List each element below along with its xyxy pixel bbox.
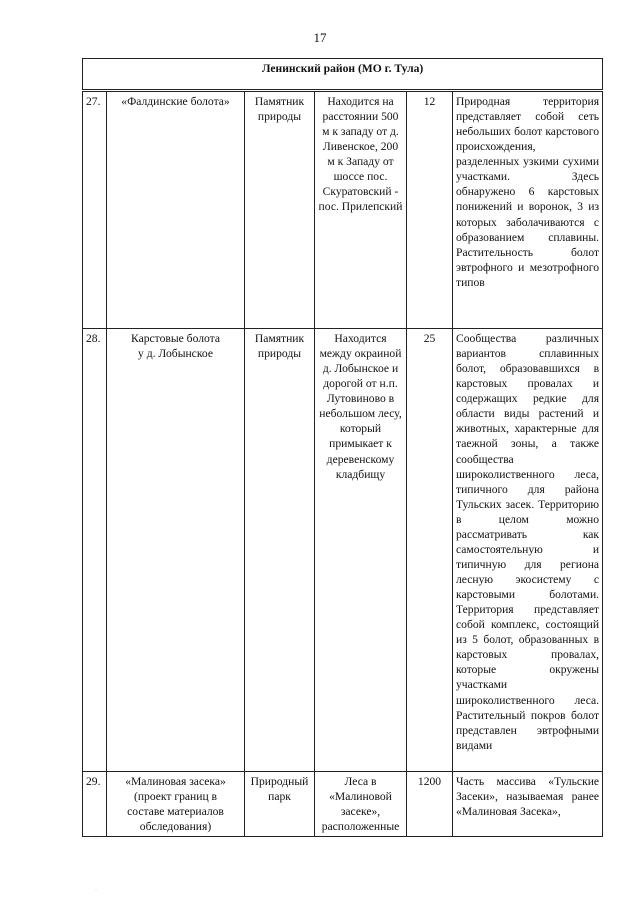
object-category: Памятник природы [245, 329, 315, 772]
object-location: Находится на расстоянии 500 м к западу от д. Ливенское, 200 м к Западу от шоссе пос. Скуратовский - пос. Прилепский [315, 91, 407, 329]
row-number: 28. [83, 329, 107, 772]
row-number: 27. [83, 91, 107, 329]
object-name [107, 772, 245, 837]
object-name-line: Карстовые болота [130, 332, 220, 345]
district-header: Ленинский район (МО г. Тула) [83, 59, 603, 91]
object-description: Сообщества различных вариантов сплавинных болот, образовавшихся в карстовых провалах и содержащих редкие для области виды растений и животных, характерные для таежной зоны, а также сообщества широколиственного леса, типичного для района Тульских засек. Территорию в целом можно рассматривать как самостоятельную и типичную для региона лесную экосистему с карстовыми болотами. Территория представляет собой комплекс, состоящий из 5 болот, образованных в карстовых провалах, которые окружены участками широколиственного леса. Растительный покров болот представлен эвтрофными видами [453, 329, 603, 772]
scan-speck: · [95, 888, 97, 894]
object-location: Леса в «Малиновой засеке», расположенные [315, 772, 407, 837]
table-row [83, 91, 603, 329]
object-name-line: «Фалдинские болота» [121, 95, 230, 108]
object-area: 12 [407, 91, 453, 329]
object-category: Природный парк [245, 772, 315, 837]
object-name-line: (проект границ в [133, 790, 218, 804]
object-description: Природная территория представляет собой сеть небольших болот карстового происхождения, разделенных узкими сухими участками. Здесь обнаружено 6 карстовых понижений и воронок, 3 из которых заболачиваются с образованием сплавины. Растительность болот эвтрофного и мезотрофного типов [453, 91, 603, 329]
district-header-row [83, 59, 603, 91]
object-name [107, 329, 245, 772]
page-number: 17 [313, 30, 327, 45]
object-name-line: составе материалов [127, 805, 224, 819]
object-description: Часть массива «Тульские Засеки», называемая ранее «Малиновая Засека», [453, 772, 603, 837]
protected-areas-table [82, 58, 603, 837]
object-area: 25 [407, 329, 453, 772]
table-row [83, 772, 603, 837]
scan-speck: · [95, 836, 97, 842]
object-location: Находится между окраиной д. Лобынское и дорогой от н.п. Лутовиново в небольшом лесу, который примыкает к деревенскому кладбищу [315, 329, 407, 772]
object-name [107, 91, 245, 329]
row-number: 29. [83, 772, 107, 837]
object-category: Памятник природы [245, 91, 315, 329]
object-name-line: «Малиновая засека» [125, 775, 226, 788]
object-area: 1200 [407, 772, 453, 837]
object-name-line: у д. Лобынское [138, 347, 213, 361]
table-row [83, 329, 603, 772]
object-name-line: обследования) [139, 820, 212, 834]
